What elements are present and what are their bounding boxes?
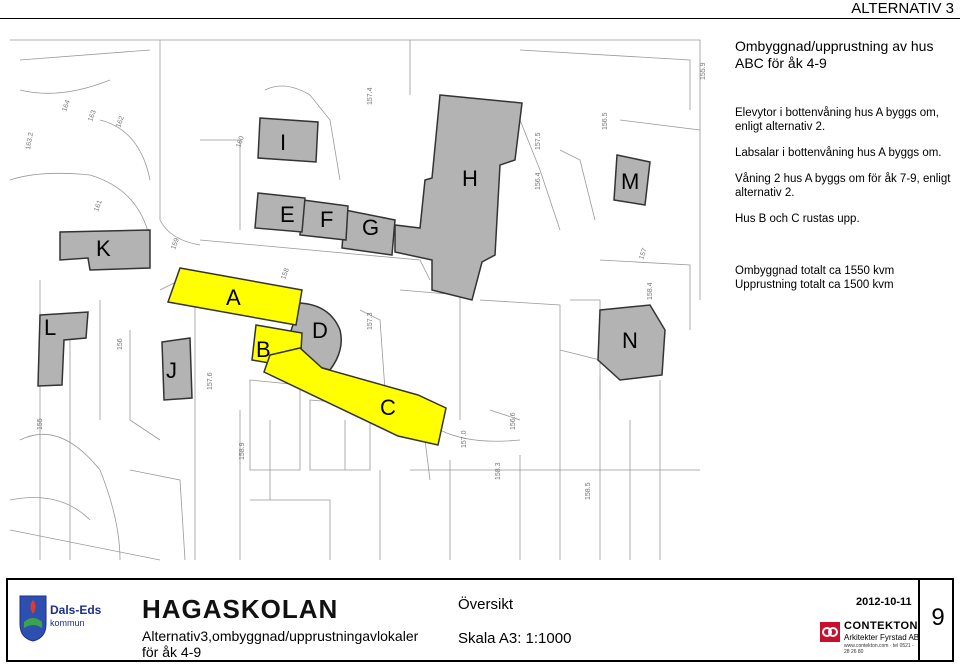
elevation-label: 164 (61, 99, 72, 113)
elevation-label: 157.6 (207, 372, 214, 390)
logo-name: Dals-Eds (50, 603, 102, 617)
building-label-h: H (462, 166, 478, 191)
page-number-box (918, 580, 956, 660)
architect-sub: Arkitekter Fyrstad AB (844, 633, 920, 642)
note-hus-bc: Hus B och C rustas upp. (735, 213, 860, 225)
elevation-label: 155.9 (700, 62, 707, 80)
scale-text: Skala A3: 1:1000 (458, 630, 572, 647)
building-label-i: I (280, 130, 287, 155)
elevation-label: 156.5 (602, 112, 609, 130)
page-number: 9 (931, 604, 945, 631)
site-linework (10, 40, 700, 560)
elevation-label: 158.5 (585, 482, 592, 500)
elevation-label: 157.0 (461, 430, 468, 448)
architect-contact: www.contekton.com · tel 0521 - 28 26 80 (844, 643, 914, 655)
building-c[interactable] (264, 348, 446, 445)
elevation-labels (25, 62, 707, 500)
building-label-b: B (256, 337, 271, 362)
note-labsalar: Labsalar i bottenvåning hus A byggs om. (735, 147, 942, 159)
building-label-n: N (622, 328, 638, 353)
building-label-e: E (280, 202, 295, 227)
building-label-c: C (380, 395, 396, 420)
site-plan-map (0, 20, 730, 575)
info-title (735, 38, 955, 72)
elevation-label: 159 (170, 237, 181, 251)
elevation-label: 158.4 (647, 282, 654, 300)
info-panel (735, 38, 955, 292)
existing-buildings (38, 95, 665, 400)
building-label-f: F (320, 207, 334, 232)
drawing-date: 2012-10-11 (856, 596, 912, 608)
elevation-label: 158.3 (495, 462, 502, 480)
building-label-m: M (621, 169, 640, 194)
elevation-label: 155 (37, 418, 44, 430)
elevation-label: 157.5 (535, 132, 542, 150)
elevation-label: 157.4 (367, 87, 374, 105)
drawing-subtitle (142, 628, 418, 660)
elevation-label: 157.3 (367, 312, 374, 330)
elevation-label: 156 (117, 338, 124, 350)
logo-sub: kommun (50, 618, 85, 628)
title-block (6, 578, 954, 662)
elevation-label: 158 (280, 267, 291, 281)
building-i[interactable] (258, 118, 318, 162)
drawing-subtitle-line1: Alternativ3,ombyggnad/upprustningavlokaler (142, 628, 419, 644)
building-label-k: K (96, 236, 111, 261)
architect-name: CONTEKTON (844, 620, 918, 632)
renovated-buildings (168, 268, 446, 445)
info-title-line2: ABC för åk 4-9 (735, 55, 827, 71)
alternative-label: ALTERNATIV 3 (851, 0, 954, 17)
elevation-label: 163.2 (25, 131, 36, 151)
elevation-label: 163 (87, 109, 98, 123)
building-label-l: L (44, 315, 57, 340)
elevation-label: 156.6 (510, 412, 517, 430)
elevation-label: 158.9 (239, 442, 246, 460)
building-label-d: D (312, 318, 328, 343)
elevation-label: 161 (93, 199, 104, 213)
header-rule (0, 18, 960, 19)
building-label-a: A (226, 285, 241, 310)
total-ombyggnad: Ombyggnad totalt ca 1550 kvm (735, 265, 895, 277)
drawing-subtitle-line2: för åk 4-9 (142, 644, 202, 660)
school-title: HAGASKOLAN (142, 594, 339, 624)
note-elevytor: Elevytor i bottenvåning hus A byggs om, enligt alternativ 2. (735, 107, 939, 133)
building-label-g: G (362, 215, 380, 240)
building-h[interactable] (395, 95, 522, 300)
contekton-icon (820, 622, 840, 642)
coat-of-arms-icon (18, 594, 48, 642)
elevation-label: 156.4 (535, 172, 542, 190)
info-title-line1: Ombyggnad/upprustning av hus (735, 38, 934, 54)
note-vaning2: Våning 2 hus A byggs om för åk 7-9, enligt alternativ 2. (735, 173, 951, 199)
elevation-label: 162 (115, 115, 126, 129)
building-label-j: J (166, 358, 177, 383)
view-title: Översikt (458, 596, 514, 613)
municipality-logo (18, 594, 108, 654)
architect-logo (820, 620, 920, 654)
elevation-label: 160 (235, 135, 246, 149)
elevation-label: 157 (638, 247, 649, 261)
total-upprustning: Upprustning totalt ca 1500 kvm (735, 279, 894, 291)
